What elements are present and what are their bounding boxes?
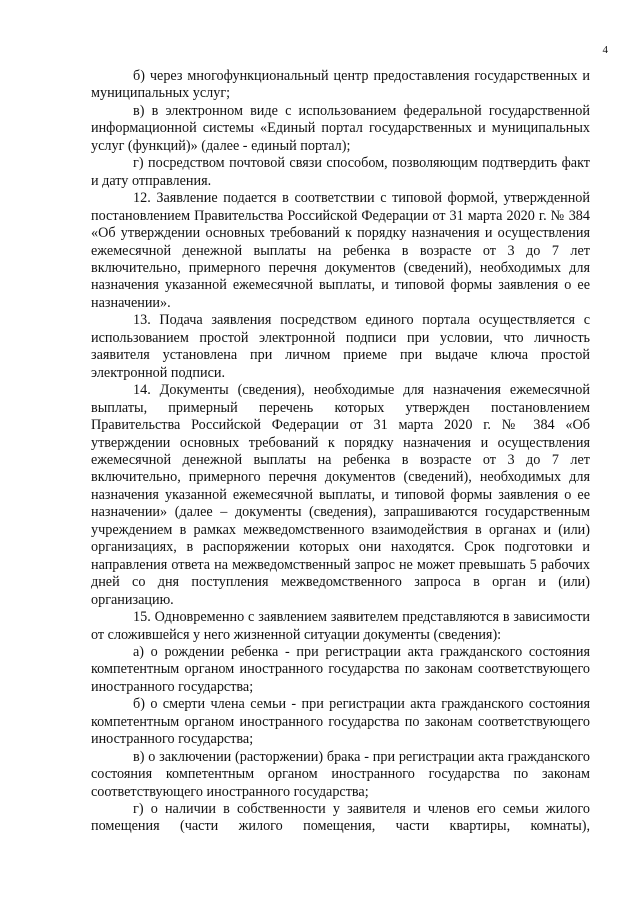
paragraph-item-b: б) через многофункциональный центр предоставления государственных и муниципальных услуг; [91,68,590,102]
paragraph-item-g: г) посредством почтовой связи способом, позволяющим подтвердить факт и дату отправления. [91,155,590,189]
paragraph-15: 15. Одновременно с заявлением заявителем представляются в зависимости от сложившейся у него жизненной ситуации документы (сведения): [91,609,590,643]
paragraph-13: 13. Подача заявления посредством единого портала осуществляется с использованием простой электронной подписи при условии, что личность заявителя установлена при личном приеме при выдаче ключа простой электронной подписи. [91,312,590,381]
paragraph-15-b: б) о смерти члена семьи - при регистрации акта гражданского состояния компетентным органом иностранного государства по законам соответствующего иностранного государства; [91,696,590,748]
paragraph-item-v: в) в электронном виде с использованием федеральной государственной информационной системы «Единый портал государственных и муниципальных услуг (функций)» (далее - единый портал); [91,102,590,154]
paragraph-14: 14. Документы (сведения), необходимые для назначения ежемесячной выплаты, примерный перечень которых утвержден постановлением Правительства Российской Федерации от 31 марта 2020 г. № 384 «Об утверждении основных требований к порядку назначения и осуществления ежемесячной денежной выплаты на ребенка в возрасте от 3 до 7 лет включительно, примерного перечня документов (сведений), необходимых для назначения указанной ежемесячной выплаты, и типовой формы заявления о ее назначении» (далее – документы (сведения), запрашиваются государственным учреждением в рамках межведомственного взаимодействия в органах и (или) организациях, в распоряжении которых они находятся. Срок подготовки и направления ответа на межведомственный запрос не может превышать 5 рабочих дней со дня поступления межведомственного запроса в орган и (или) организацию. [91,382,590,608]
paragraph-15-a: а) о рождении ребенка - при регистрации акта гражданского состояния компетентным органом иностранного государства по законам соответствующего иностранного государства; [91,643,590,695]
paragraph-12: 12. Заявление подается в соответствии с типовой формой, утвержденной постановлением Правительства Российской Федерации от 31 марта 2020 г. № 384 «Об утверждении основных требований к порядку назначения и осуществления ежемесячной денежной выплаты на ребенка в возрасте от 3 до 7 лет включительно, примерного перечня документов (сведений), необходимых для назначения указанной ежемесячной выплаты, и типовой формы заявления о ее назначении». [91,190,590,311]
document-body [91,68,590,836]
page-number: 4 [602,44,608,56]
paragraph-15-v: в) о заключении (расторжении) брака - при регистрации акта гражданского состояния компетентным органом иностранного государства по законам соответствующего иностранного государства; [91,748,590,800]
paragraph-15-g: г) о наличии в собственности у заявителя и членов его семьи жилого помещения (части жилого помещения, части квартиры, комнаты), [91,801,590,835]
